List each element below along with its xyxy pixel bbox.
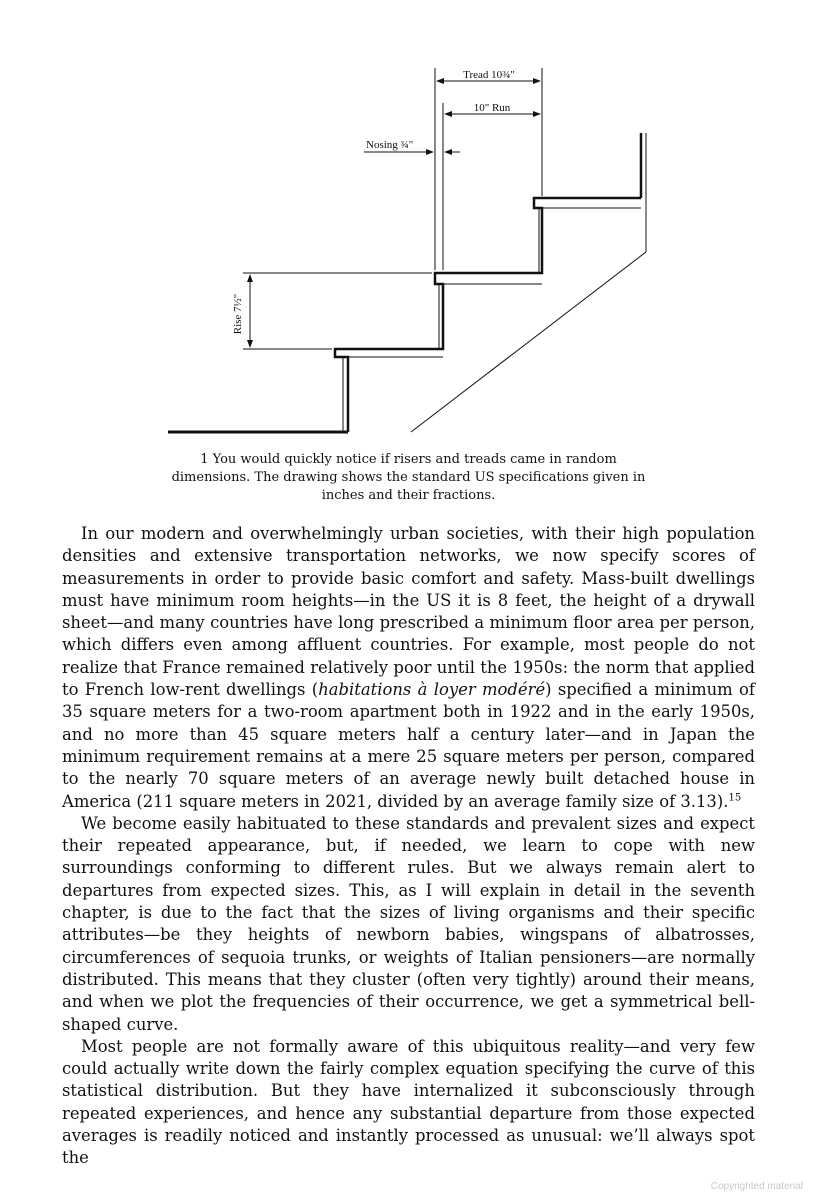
footnote-ref[interactable]: 15 xyxy=(728,792,742,804)
tread-label: Tread 10¾" xyxy=(463,69,515,81)
paragraph-1 xyxy=(62,523,755,813)
rise-label: Rise 7½" xyxy=(232,293,244,335)
copyright-watermark: Copyrighted material xyxy=(710,1181,803,1192)
body-text xyxy=(62,523,755,1170)
run-arrow-left xyxy=(444,111,452,117)
run-arrow-right xyxy=(533,111,541,117)
nosing-arrow-right xyxy=(444,149,452,155)
rise-arrow-top xyxy=(247,274,253,282)
paragraph-2: We become easily habituated to these standards and prevalent sizes and expect their repeated appearance, but, if needed, we learn to cope with new surroundings conforming to different rules. But we always remain alert to departures from expected sizes. This, as I will explain in detail in the seventh chapter, is due to the fact that the sizes of living organisms and their specific attributes—be they heights of newborn babies, wingspans of albatrosses, circumferences of sequoia trunks, or weights of Italian pensioners—are normally distributed. This means that they cluster (often very tightly) around their means, and when we plot the frequencies of their occurrence, we get a symmetrical bell-shaped curve. xyxy=(62,813,755,1034)
french-term: habitations à loyer modéré xyxy=(318,680,546,700)
stair-profile xyxy=(335,198,641,432)
tread-arrow-right xyxy=(533,78,541,84)
paragraph-3: Most people are not formally aware of this ubiquitous reality—and very few could actually write down the fairly complex equation specifying the curve of this statistical distribution. But they have internalized it subconsciously through repeated experiences, and hence any substantial departure from those expected averages is readily noticed and instantly processed as unusual: we’ll always spot the xyxy=(62,1036,755,1168)
stringer-line xyxy=(411,252,646,432)
tread-arrow-left xyxy=(436,78,444,84)
nosing-label: Nosing ¾" xyxy=(366,139,414,151)
stair-diagram xyxy=(0,0,817,450)
stair-drawing xyxy=(0,0,817,450)
rise-arrow-bottom xyxy=(247,340,253,348)
stair-inner-lines xyxy=(343,133,646,432)
paragraph-1-text-cont: ) specified a minimum of 35 square meters for a two-room apartment both in 1922 and in the early 1950s, and no more than 45 square meters half a century later—and in Japan the minimum requirement remains at a mere 25 square meters per person, compared to the nearly 70 square meters of an average newly built detached house in America (211 square meters in 2021, divided by an average family size of 3.13). xyxy=(62,680,755,811)
paragraph-1-text: In our modern and overwhelmingly urban societies, with their high population densities and extensive transportation networks, we now specify scores of measurements in order to provide basic comfort and safety. Mass-built dwellings must have minimum room heights—in the US it is 8 feet, the height of a drywall sheet—and many countries have long prescribed a minimum floor area per person, which differs even among affluent countries. For example, most people do not realize that France remained relatively poor until the 1950s: the norm that applied to French low-rent dwellings ( xyxy=(62,524,755,700)
nosing-arrow-left xyxy=(426,149,434,155)
figure-caption: 1 You would quickly notice if risers and treads came in random dimensions. The drawing shows the standard US specifications given in inches and their fractions. xyxy=(171,452,646,503)
run-label: 10" Run xyxy=(473,102,511,114)
